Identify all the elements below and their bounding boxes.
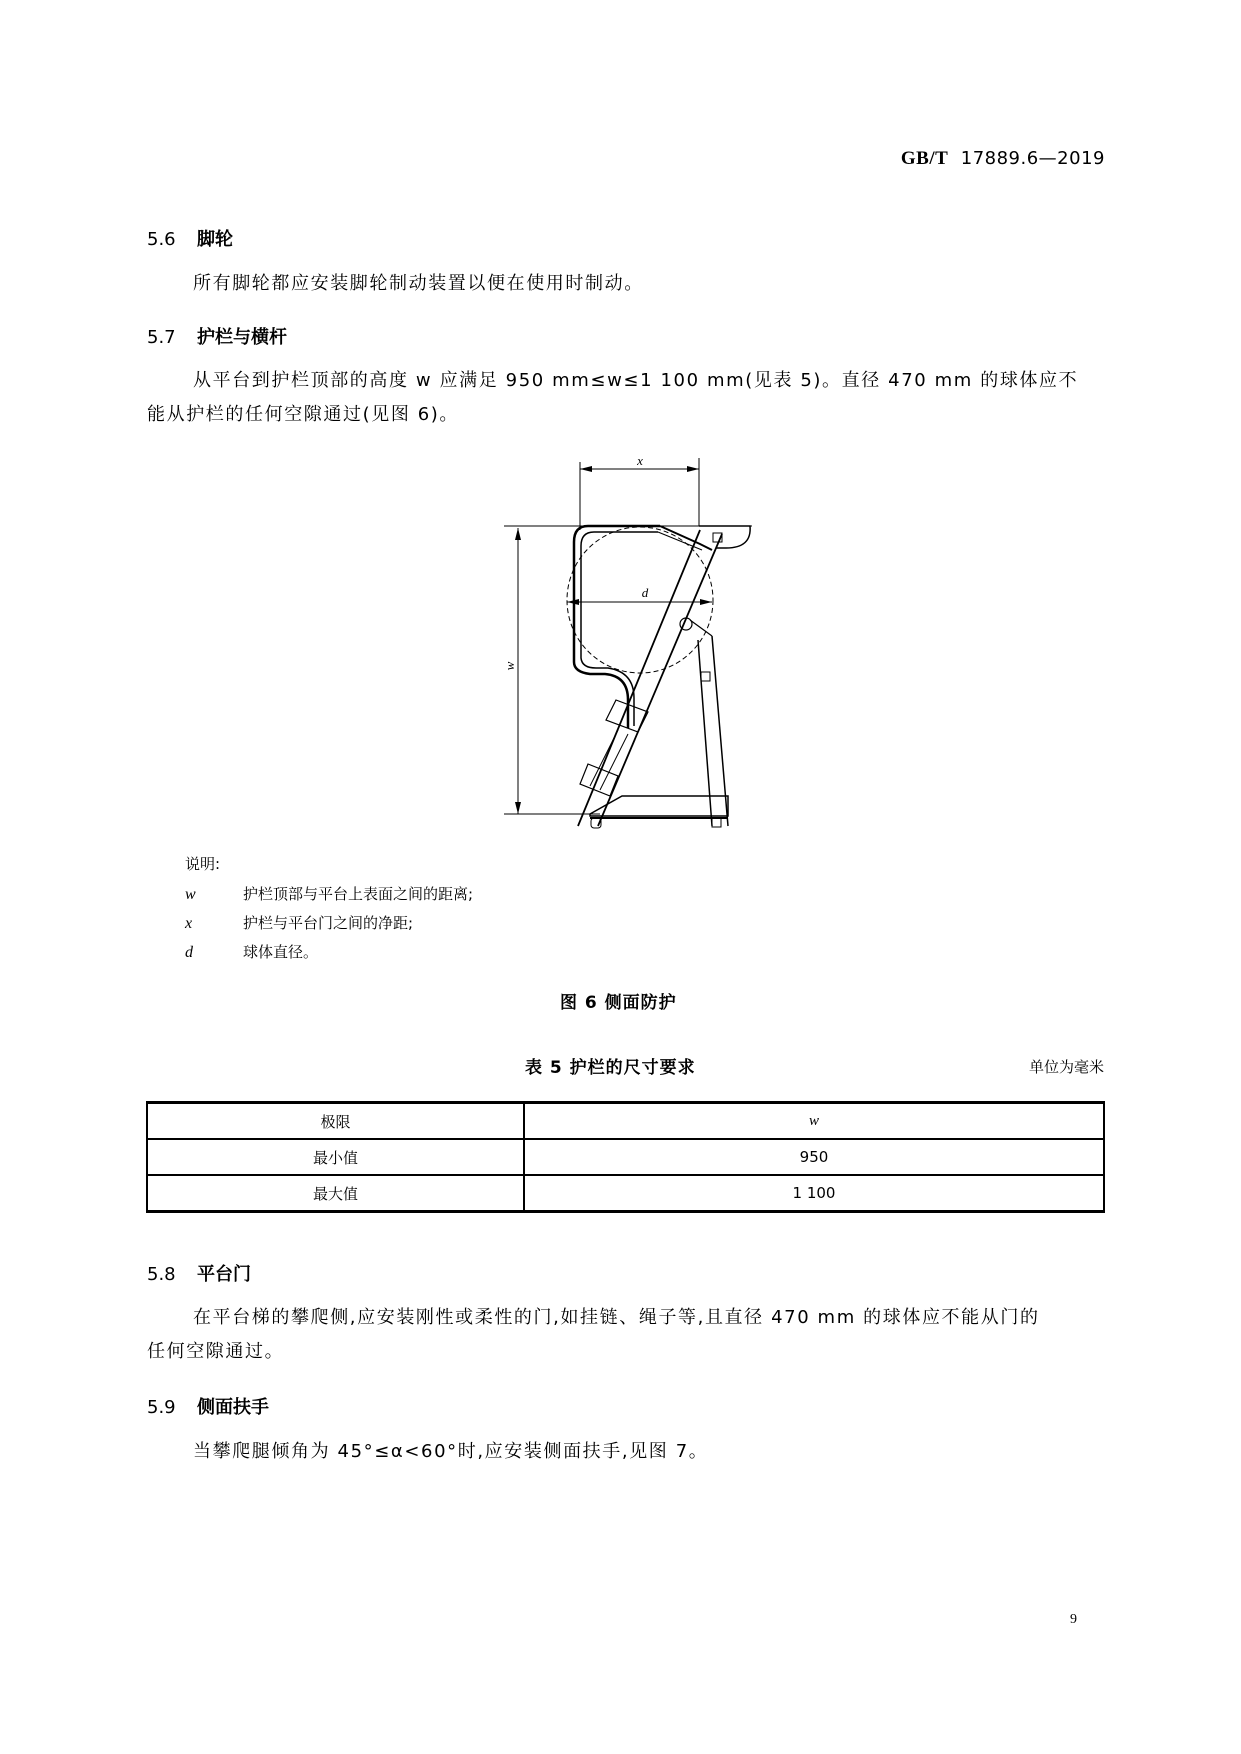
page-number: 9 <box>1070 1612 1077 1627</box>
table-header-row <box>147 1103 1104 1140</box>
table-cell: 最大值 <box>147 1175 524 1212</box>
figure-caption: 图 6 侧面防护 <box>560 993 677 1013</box>
side-protection-figure <box>480 440 800 840</box>
table-cell: 最小值 <box>147 1139 524 1175</box>
table-caption: 表 5 护栏的尺寸要求 <box>525 1058 696 1078</box>
guardrail-dimension-table <box>146 1101 1105 1213</box>
standard-prefix: GB/T <box>900 148 949 169</box>
legend-item-d: d 球体直径。 <box>185 943 319 961</box>
section-5-9-paragraph: 当攀爬腿倾角为 45°≤α<60°时,应安装侧面扶手,见图 7。 <box>193 1441 709 1462</box>
legend-item-x: x 护栏与平台门之间的净距; <box>185 914 414 932</box>
table-cell: 950 <box>524 1139 1104 1175</box>
section-heading-5-7: 5.7 护栏与横杆 <box>147 327 287 348</box>
section-5-8-paragraph-line1: 在平台梯的攀爬侧,应安装刚性或柔性的门,如挂链、绳子等,且直径 470 mm 的球体应不能从门的 <box>193 1307 1040 1328</box>
section-5-6-paragraph: 所有脚轮都应安装脚轮制动装置以便在使用时制动。 <box>193 273 644 294</box>
section-heading-5-8: 5.8 平台门 <box>147 1264 251 1285</box>
table-unit: 单位为毫米 <box>1028 1058 1104 1076</box>
table-row <box>147 1139 1104 1175</box>
section-heading-5-6: 5.6 脚轮 <box>147 229 233 250</box>
section-5-7-paragraph-line1: 从平台到护栏顶部的高度 w 应满足 950 mm≤w≤1 100 mm(见表 5)。直径 470 mm 的球体应不 <box>193 370 1079 391</box>
section-5-7-paragraph-line2: 能从护栏的任何空隙通过(见图 6)。 <box>147 404 460 425</box>
legend-title: 说明: <box>185 855 221 873</box>
section-5-8-paragraph-line2: 任何空隙通过。 <box>147 1341 285 1362</box>
x-label: x <box>637 453 643 468</box>
d-label: d <box>641 585 649 600</box>
table-header-cell: w <box>524 1103 1104 1140</box>
standard-number: 17889.6—2019 <box>960 148 1105 169</box>
table-header-cell: 极限 <box>147 1103 524 1140</box>
standard-identifier <box>901 148 1105 170</box>
section-heading-5-9: 5.9 侧面扶手 <box>147 1397 269 1418</box>
table-row <box>147 1175 1104 1212</box>
legend-item-w: w 护栏顶部与平台上表面之间的距离; <box>185 885 474 903</box>
w-label: w <box>502 661 517 671</box>
table-cell: 1 100 <box>524 1175 1104 1212</box>
